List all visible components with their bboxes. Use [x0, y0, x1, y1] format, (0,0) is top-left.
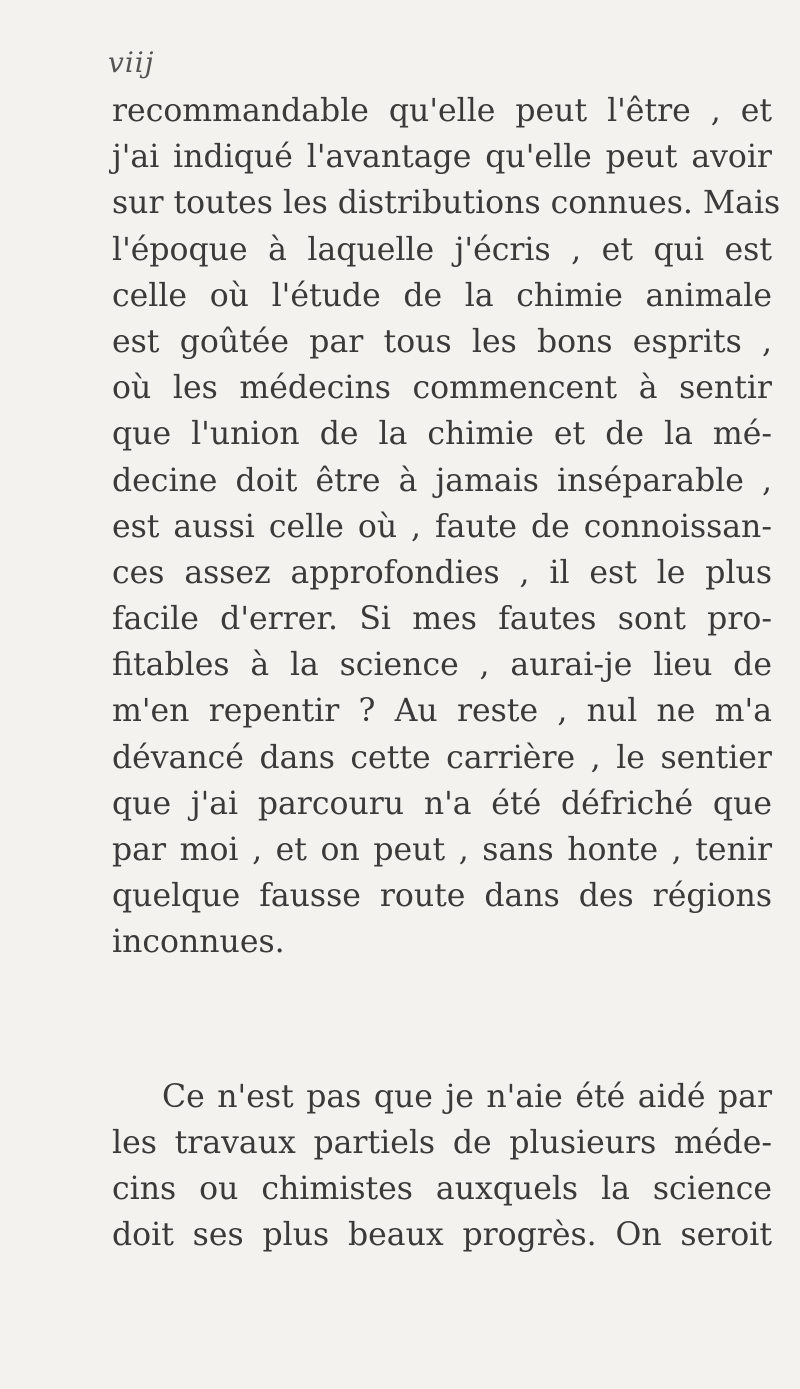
text-line: sur toutes les distributions connues. Mais	[112, 185, 781, 222]
text-line: quelque fausse route dans des régions	[112, 878, 772, 915]
text-line: inconnues.	[112, 924, 285, 961]
text-line: les travaux partiels de plusieurs méde-	[112, 1124, 772, 1161]
text-line: j'ai indiqué l'avantage qu'elle peut avoir	[112, 139, 772, 176]
page-number: viij	[108, 46, 155, 79]
body-text	[112, 88, 781, 1258]
text-line: m'en repentir ? Au reste , nul ne m'a	[112, 693, 772, 730]
paragraph-2	[112, 1074, 772, 1259]
text-line: cins ou chimistes auxquels la science	[112, 1170, 772, 1207]
text-line: que l'union de la chimie et de la mé-	[112, 416, 772, 453]
text-line: où les médecins commencent à sentir	[112, 370, 772, 407]
text-line: facile d'errer. Si mes fautes sont pro-	[112, 601, 772, 638]
text-line: decine doit être à jamais inséparable ,	[112, 462, 772, 499]
text-line: celle où l'étude de la chimie animale	[112, 277, 772, 314]
text-line: fitables à la science , aurai-je lieu de	[112, 647, 772, 684]
text-line: doit ses plus beaux progrès. On seroit	[112, 1217, 772, 1254]
text-line: ces assez approfondies , il est le plus	[112, 554, 772, 591]
text-line: par moi , et on peut , sans honte , tenir	[112, 832, 772, 868]
paragraph-gap	[112, 966, 772, 1074]
text-line: recommandable qu'elle peut l'être , et	[112, 93, 772, 129]
text-line: est goûtée par tous les bons esprits ,	[112, 323, 772, 360]
text-line: est aussi celle où , faute de connoissan-	[112, 508, 772, 545]
text-line: que j'ai parcouru n'a été défriché que	[112, 785, 772, 822]
text-line: dévancé dans cette carrière , le sentier	[112, 739, 772, 776]
text-line: l'époque à laquelle j'écris , et qui est	[112, 231, 772, 268]
text-line: Ce n'est pas que je n'aie été aidé par	[162, 1078, 772, 1115]
paragraph-1	[112, 88, 781, 966]
